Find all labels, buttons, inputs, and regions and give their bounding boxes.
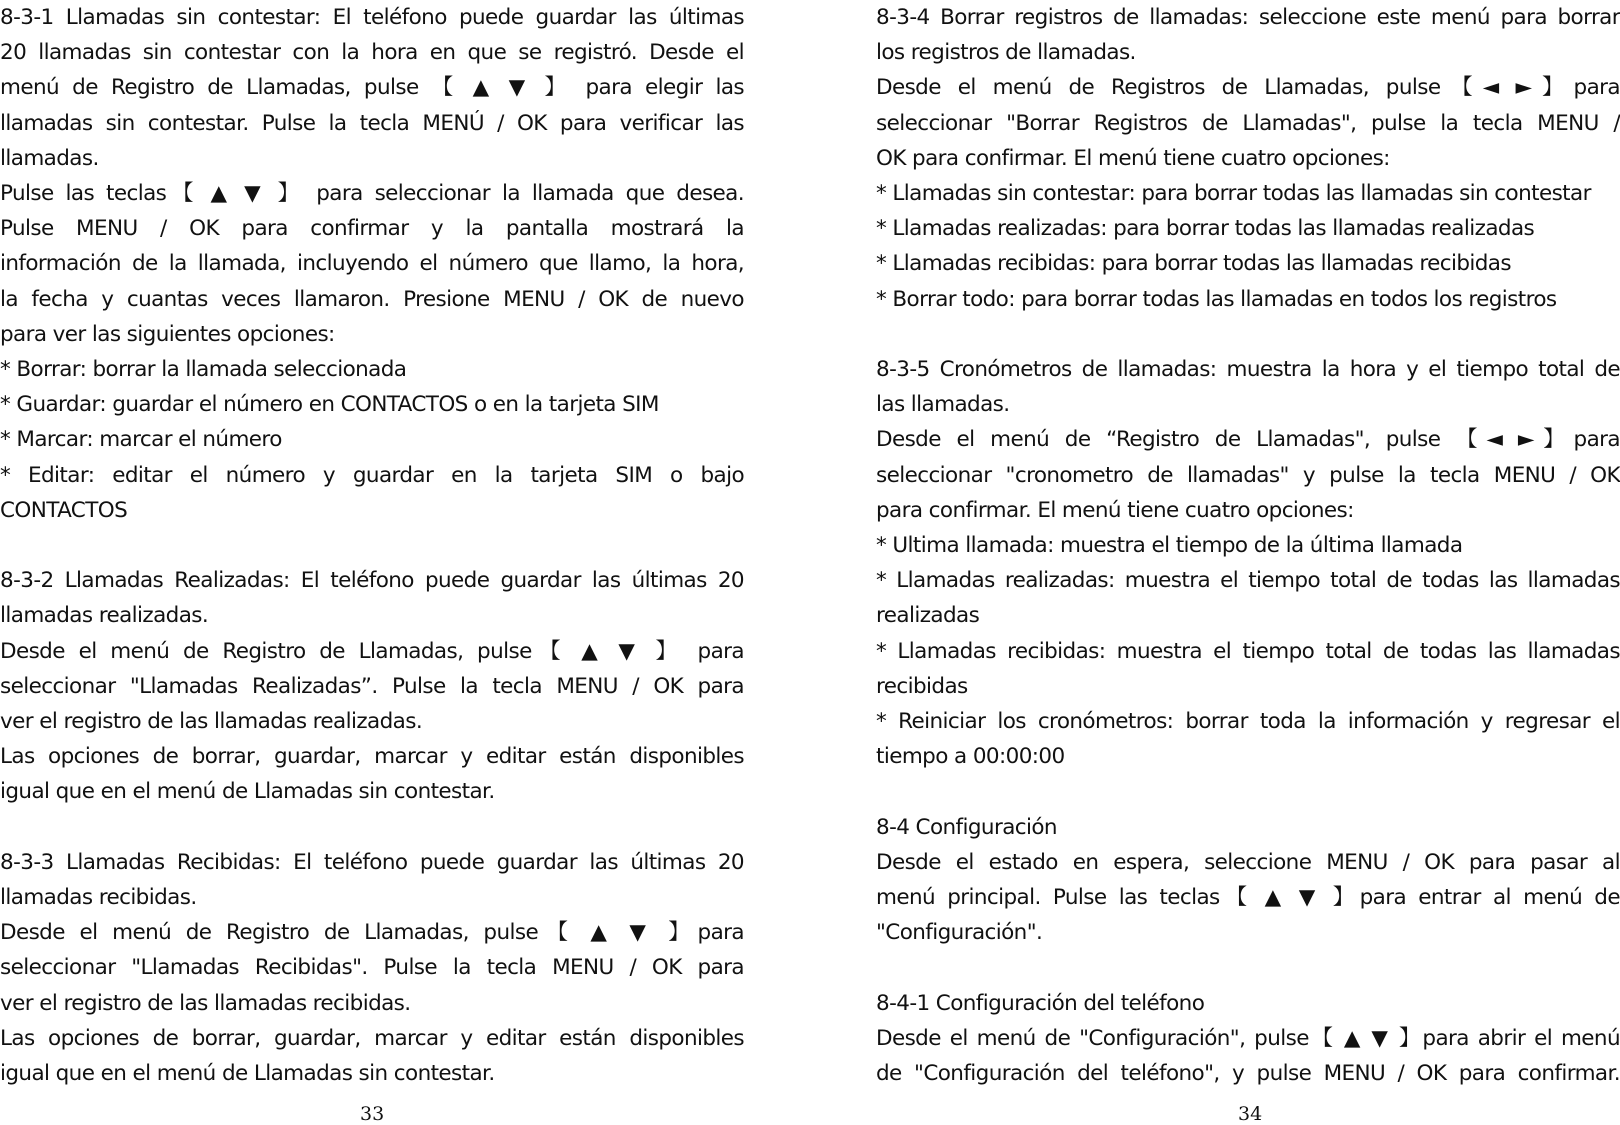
text-line: * Marcar: marcar el número <box>0 427 282 453</box>
text-line: igual que en el menú de Llamadas sin contestar. <box>0 1061 495 1087</box>
text-line: Desde el menú de Registro de Llamadas, pulse【 ▲ ▼ 】para <box>0 920 744 946</box>
text-line: ver el registro de las llamadas recibidas. <box>0 990 411 1016</box>
text-line: * Editar: editar el número y guardar en la tarjeta SIM o bajo <box>0 462 744 488</box>
text-line: las llamadas. <box>876 392 1010 418</box>
right-page-text <box>876 0 1620 1091</box>
section-heading-line: 8-4-1 Configuración del teléfono <box>876 990 1205 1016</box>
text-line: * Llamadas recibidas: para borrar todas las llamadas recibidas <box>876 251 1511 277</box>
text-line: menú de Registro de Llamadas, pulse 【 ▲ ▼ 】 para elegir las <box>0 75 744 101</box>
paragraph-gap <box>0 810 744 845</box>
text-line: * Llamadas sin contestar: para borrar todas las llamadas sin contestar <box>876 181 1591 207</box>
section-heading-line: 8-3-4 Borrar registros de llamadas: seleccione este menú para borrar <box>876 5 1620 30</box>
text-line: seleccionar "Borrar Registros de Llamadas", pulse la tecla MENU / <box>876 110 1620 136</box>
text-line: CONTACTOS <box>0 497 128 523</box>
text-line: menú principal. Pulse las teclas【 ▲ ▼ 】para entrar al menú de <box>876 885 1620 911</box>
text-line: Las opciones de borrar, guardar, marcar y editar están disponibles <box>0 744 744 770</box>
paragraph-gap <box>876 950 1620 985</box>
text-line: seleccionar "cronometro de llamadas" y pulse la tecla MENU / OK <box>876 462 1620 488</box>
text-line: Pulse MENU / OK para confirmar y la pantalla mostrará la <box>0 216 744 242</box>
text-line: Desde el menú de Registro de Llamadas, pulse【 ▲ ▼ 】 para <box>0 638 744 664</box>
text-line: llamadas recibidas. <box>0 885 197 911</box>
section-heading-line: 8-4 Configuración <box>876 814 1057 840</box>
text-line: para ver las siguientes opciones: <box>0 321 335 347</box>
text-line: * Llamadas recibidas: muestra el tiempo total de todas las llamadas <box>876 638 1620 664</box>
text-line: * Borrar: borrar la llamada seleccionada <box>0 357 407 383</box>
text-line: de "Configuración del teléfono", y pulse MENU / OK para confirmar. <box>876 1061 1620 1087</box>
right-page <box>876 0 1620 1123</box>
text-line: OK para confirmar. El menú tiene cuatro opciones: <box>876 145 1390 171</box>
text-line: igual que en el menú de Llamadas sin contestar. <box>0 779 495 805</box>
text-line: llamadas. <box>0 145 99 171</box>
paragraph-gap <box>876 774 1620 809</box>
text-line: llamadas sin contestar. Pulse la tecla MENÚ / OK para verificar las <box>0 110 744 136</box>
text-line: tiempo a 00:00:00 <box>876 744 1065 770</box>
text-line: Desde el menú de “Registro de Llamadas", pulse 【◄ ►】para <box>876 427 1620 453</box>
text-line: * Borrar todo: para borrar todas las llamadas en todos los registros <box>876 286 1557 312</box>
text-line: información de la llamada, incluyendo el número que llamo, la hora, <box>0 251 744 277</box>
text-line: * Reiniciar los cronómetros: borrar toda la información y regresar el <box>876 709 1620 735</box>
text-line: * Llamadas realizadas: muestra el tiempo total de todas las llamadas <box>876 568 1620 594</box>
text-line: realizadas <box>876 603 980 629</box>
text-line: Desde el menú de "Configuración", pulse【 ▲ ▼ 】para abrir el menú <box>876 1025 1620 1051</box>
text-line: para confirmar. El menú tiene cuatro opciones: <box>876 497 1354 523</box>
text-line: ver el registro de las llamadas realizadas. <box>0 709 423 735</box>
page-number: 34 <box>1238 1103 1263 1125</box>
text-line: * Guardar: guardar el número en CONTACTOS o en la tarjeta SIM <box>0 392 659 418</box>
text-line: "Configuración". <box>876 920 1043 946</box>
paragraph-gap <box>0 528 744 563</box>
left-page-text <box>0 0 744 1091</box>
text-line: recibidas <box>876 673 968 699</box>
left-page <box>0 0 744 1123</box>
text-line: los registros de llamadas. <box>876 40 1136 66</box>
text-line: seleccionar "Llamadas Recibidas". Pulse la tecla MENU / OK para <box>0 955 744 981</box>
text-line: llamadas realizadas. <box>0 603 209 629</box>
page-number: 33 <box>360 1103 385 1125</box>
section-heading-line: 8-3-3 Llamadas Recibidas: El teléfono puede guardar las últimas 20 <box>0 849 744 875</box>
section-heading-line: 8-3-5 Cronómetros de llamadas: muestra la hora y el tiempo total de <box>876 357 1620 383</box>
paragraph-gap <box>876 317 1620 352</box>
text-line: Desde el estado en espera, seleccione MENU / OK para pasar al <box>876 849 1620 875</box>
text-line: Pulse las teclas【 ▲ ▼ 】 para seleccionar la llamada que desea. <box>0 181 744 207</box>
text-line: Las opciones de borrar, guardar, marcar y editar están disponibles <box>0 1025 744 1051</box>
text-line: seleccionar "Llamadas Realizadas”. Pulse la tecla MENU / OK para <box>0 673 744 699</box>
text-line: la fecha y cuantas veces llamaron. Presione MENU / OK de nuevo <box>0 286 744 312</box>
text-line: * Ultima llamada: muestra el tiempo de la última llamada <box>876 533 1463 559</box>
section-heading-line: 8-3-2 Llamadas Realizadas: El teléfono puede guardar las últimas 20 <box>0 568 744 594</box>
text-line: * Llamadas realizadas: para borrar todas las llamadas realizadas <box>876 216 1535 242</box>
text-line: 20 llamadas sin contestar con la hora en que se registró. Desde el <box>0 40 744 66</box>
text-line: Desde el menú de Registros de Llamadas, pulse【◄ ►】para <box>876 75 1620 101</box>
text-line: 8-3-1 Llamadas sin contestar: El teléfono puede guardar las últimas <box>0 5 744 30</box>
